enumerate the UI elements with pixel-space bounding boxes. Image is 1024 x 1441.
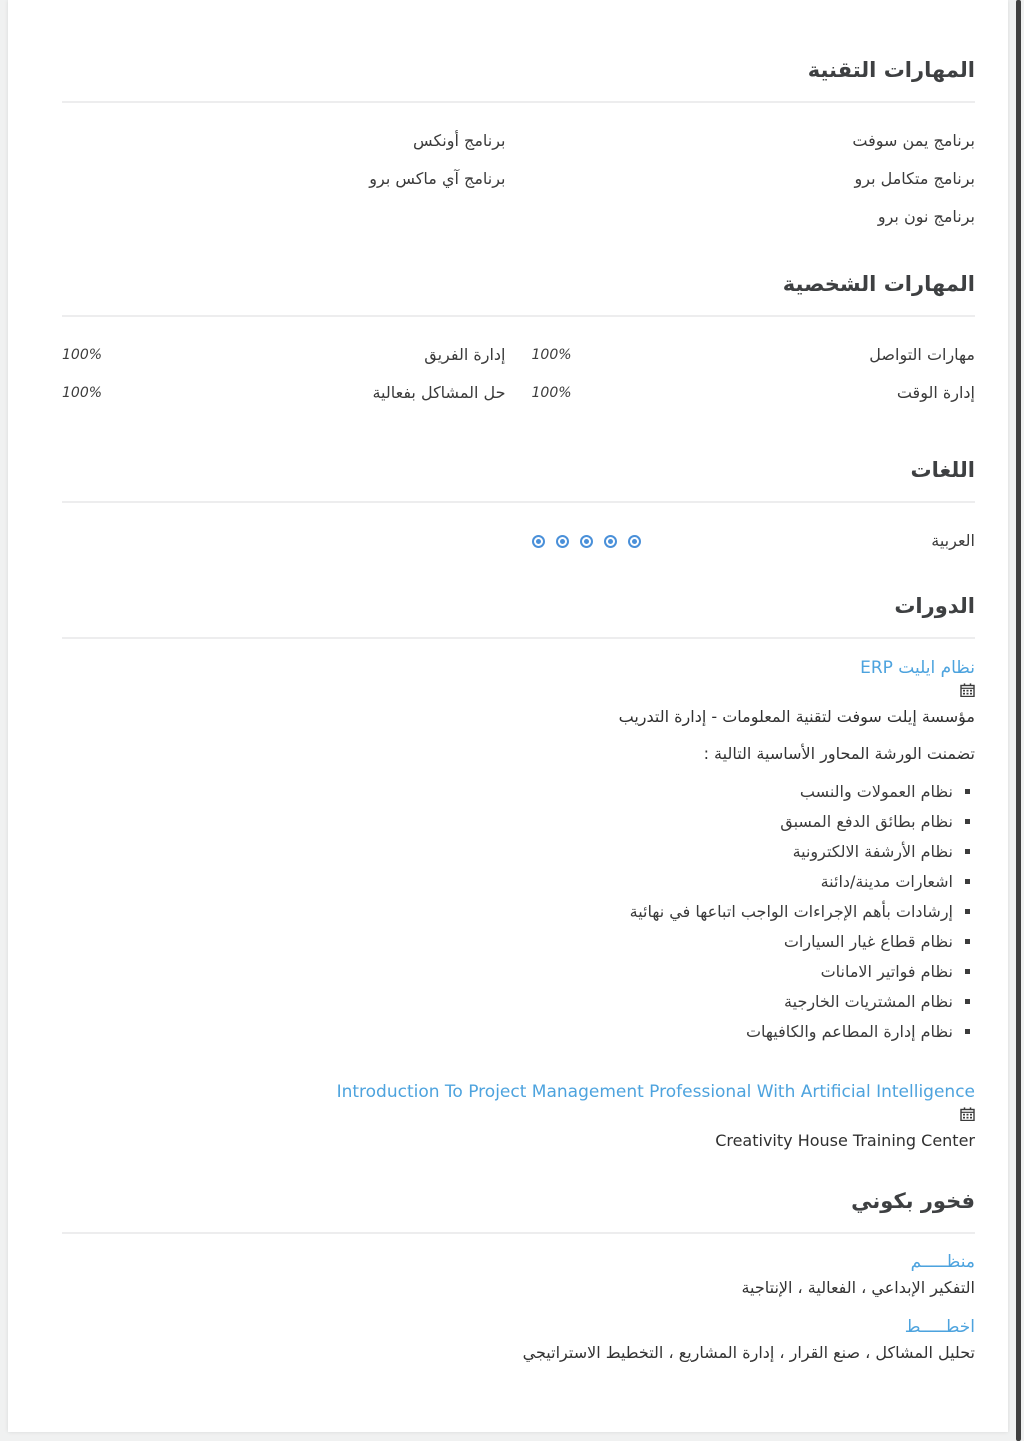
- section-divider: [62, 637, 975, 639]
- language-name: العربية: [931, 531, 975, 550]
- course-title-link[interactable]: Introduction To Project Management Professional With Artificial Intelligence: [336, 1082, 975, 1102]
- language-rating: [532, 535, 641, 548]
- resume-page: [8, 0, 1008, 1432]
- languages-list: [62, 529, 975, 553]
- personal-skill-item: [62, 343, 506, 367]
- language-item: [532, 529, 976, 553]
- skill-name: حل المشاكل بفعالية: [372, 383, 506, 402]
- skill-name: إدارة الوقت: [896, 383, 975, 402]
- course-title-link[interactable]: نظام ايليت ERP: [860, 658, 975, 678]
- personal-skills-list: [62, 343, 975, 405]
- course-topic: ▪ نظام قطاع غيار السيارات: [62, 927, 953, 957]
- courses-list: [62, 657, 975, 1152]
- course-topic: ▪ نظام إدارة المطاعم والكافيهات: [62, 1017, 953, 1047]
- course-topic: ▪ إرشادات بأهم الإجراءات الواجب اتباعها في نهائية: [62, 897, 953, 927]
- proud-item-link[interactable]: منظـــــم: [910, 1252, 975, 1272]
- course-intro: تضمنت الورشة المحاور الأساسية التالية :: [703, 744, 975, 763]
- section-title-languages: اللغات: [910, 458, 975, 482]
- proud-item: [62, 1316, 975, 1364]
- proud-item-description: تحليل المشاكل ، صنع القرار ، إدارة المشاريع ، التخطيط الاستراتيجي: [522, 1343, 975, 1362]
- section-divider: [62, 315, 975, 317]
- section-personal-skills: [62, 269, 975, 405]
- proud-list: [62, 1251, 975, 1364]
- technical-skills-list: [62, 129, 975, 229]
- proud-item-link[interactable]: اخطـــــط: [904, 1317, 975, 1337]
- course-item: [62, 657, 975, 1047]
- personal-skill-item: [532, 381, 976, 405]
- radio-dot-icon: [556, 535, 569, 548]
- section-languages: [62, 455, 975, 553]
- section-divider: [62, 501, 975, 503]
- course-topics-list: [62, 777, 975, 1047]
- skill-level-value: 100%: [531, 347, 572, 363]
- course-topic: ▪ نظام المشتريات الخارجية: [62, 987, 953, 1017]
- radio-dot-icon: [580, 535, 593, 548]
- scrollbar-track[interactable]: [1010, 0, 1024, 1441]
- personal-skill-item: [62, 381, 506, 405]
- personal-skill-item: [532, 343, 976, 367]
- section-divider: [62, 101, 975, 103]
- skill-level-value: 100%: [62, 347, 103, 363]
- section-divider: [62, 1232, 975, 1234]
- course-organization: مؤسسة إيلت سوفت لتقنية المعلومات - إدارة التدريب: [618, 707, 975, 726]
- scrollbar-thumb[interactable]: [1016, 0, 1021, 1441]
- skill-name: إدارة الفريق: [424, 345, 506, 364]
- section-courses: [62, 591, 975, 1152]
- skill-name: مهارات التواصل: [869, 345, 975, 364]
- radio-dot-icon: [604, 535, 617, 548]
- section-title-courses: الدورات: [894, 594, 975, 618]
- technical-skill-item: برنامج نون برو: [877, 207, 975, 226]
- section-proud: [62, 1186, 975, 1364]
- proud-item: [62, 1251, 975, 1299]
- section-title-proud: فخور بكوني: [851, 1189, 975, 1213]
- radio-dot-icon: [532, 535, 545, 548]
- section-technical-skills: [62, 0, 975, 229]
- course-topic: ▪ نظام الأرشفة الالكترونية: [62, 837, 953, 867]
- technical-skill-item: برنامج متكامل برو: [854, 169, 975, 188]
- radio-dot-icon: [628, 535, 641, 548]
- course-topic: ▪ نظام العمولات والنسب: [62, 777, 953, 807]
- course-topic: ▪ نظام بطائق الدفع المسبق: [62, 807, 953, 837]
- course-item: [62, 1081, 975, 1152]
- technical-skill-item: برنامج أونكس: [413, 131, 506, 150]
- skill-level-value: 100%: [531, 385, 572, 401]
- calendar-icon: [960, 683, 975, 697]
- course-organization: Creativity House Training Center: [715, 1131, 975, 1150]
- proud-item-description: التفكير الإبداعي ، الفعالية ، الإنتاجية: [741, 1278, 975, 1297]
- section-title-personal-skills: المهارات الشخصية: [782, 272, 975, 296]
- technical-skill-item: برنامج يمن سوفت: [852, 131, 975, 150]
- course-topic: ▪ اشعارات مدينة/دائنة: [62, 867, 953, 897]
- section-title-technical-skills: المهارات التقنية: [807, 58, 975, 82]
- technical-skill-item: برنامج آي ماكس برو: [369, 169, 506, 188]
- calendar-icon: [960, 1107, 975, 1121]
- skill-level-value: 100%: [62, 385, 103, 401]
- course-topic: ▪ نظام فواتير الامانات: [62, 957, 953, 987]
